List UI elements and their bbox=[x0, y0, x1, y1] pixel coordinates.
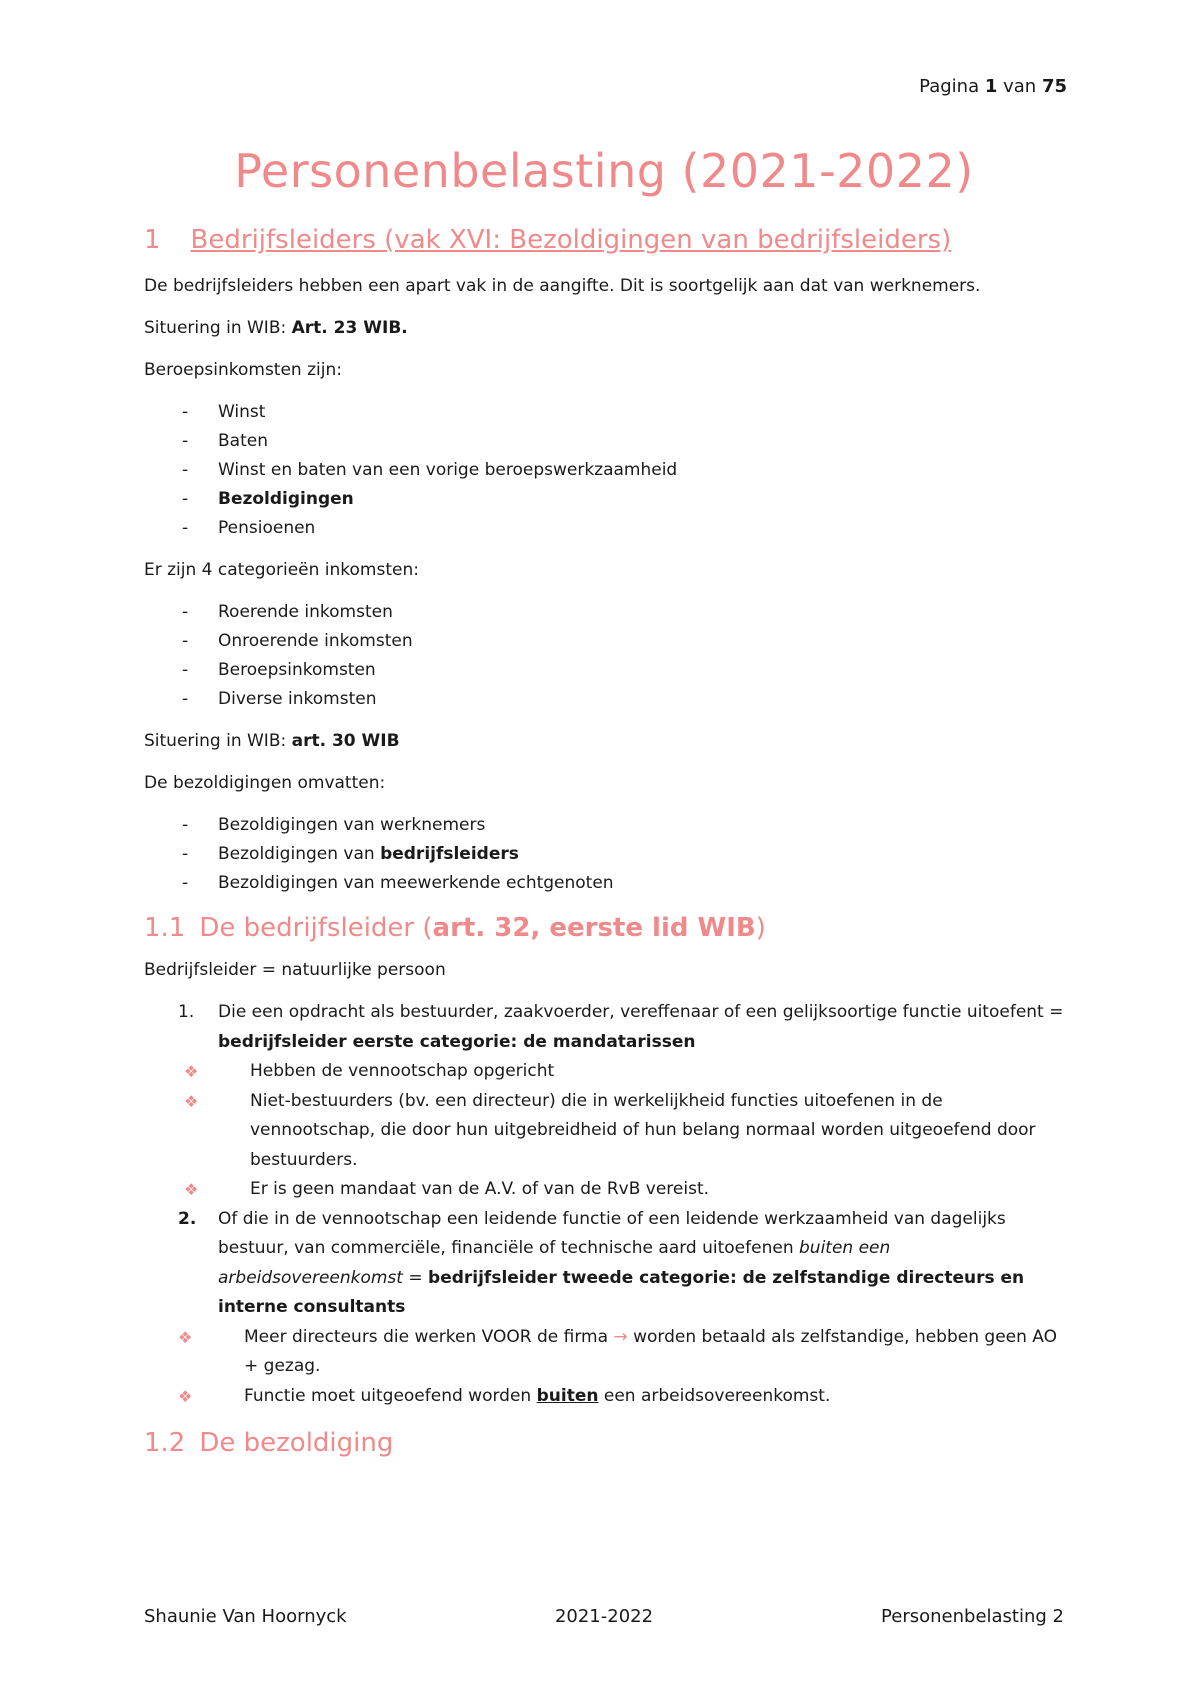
list-item: - Bezoldigingen van werknemers bbox=[182, 815, 486, 835]
categories-label: Er zijn 4 categorieën inkomsten: bbox=[144, 560, 419, 580]
bezoldigingen-list bbox=[144, 811, 1064, 898]
diamond-icon: ❖ bbox=[184, 1091, 199, 1111]
list-item: - Winst bbox=[182, 402, 266, 422]
item-2-sublist bbox=[144, 1323, 1064, 1412]
sub-list-item: ❖ Meer directeurs die werken VOOR de firma → worden betaald als zelfstandige, hebben geen AO + gezag. bbox=[144, 1323, 1064, 1382]
list-item: - Bezoldigingen bbox=[182, 489, 354, 509]
footer-course: Personenbelasting 2 bbox=[881, 1606, 1064, 1627]
beroeps-list bbox=[144, 398, 1064, 543]
categories-list bbox=[144, 598, 1064, 714]
section-1-1-heading: 1.1 De bedrijfsleider (art. 32, eerste lid WIB) bbox=[144, 913, 766, 943]
situering-2-label: Situering in WIB: bbox=[144, 731, 292, 751]
diamond-icon: ❖ bbox=[178, 1386, 193, 1406]
list-item: - Bezoldigingen van bedrijfsleiders bbox=[182, 844, 519, 864]
bedrijfsleider-definition: Bedrijfsleider = natuurlijke persoon bbox=[144, 960, 446, 980]
section-1-2-heading: 1.2 De bezoldiging bbox=[144, 1428, 394, 1458]
page-number bbox=[919, 76, 1067, 97]
situering-1-value: Art. 23 WIB. bbox=[291, 318, 408, 338]
situering-1 bbox=[144, 314, 1064, 343]
bedrijfsleider-list bbox=[144, 998, 1064, 1411]
document-body bbox=[144, 140, 1064, 1463]
sub-list-item: ❖ Functie moet uitgeoefend worden buiten een arbeidsovereenkomst. bbox=[144, 1382, 1064, 1412]
diamond-icon: ❖ bbox=[184, 1180, 199, 1199]
diamond-icon: ❖ bbox=[178, 1327, 193, 1347]
footer-year: 2021-2022 bbox=[554, 1606, 654, 1627]
section-1-heading bbox=[144, 220, 1064, 260]
sub-list-item: ❖ Hebben de vennootschap opgericht bbox=[144, 1057, 1064, 1087]
bezoldigingen-label: De bezoldigingen omvatten: bbox=[144, 773, 386, 793]
situering-2-value: art. 30 WIB bbox=[291, 731, 400, 751]
list-item: - Baten bbox=[182, 431, 268, 451]
footer-author: Shaunie Van Hoornyck bbox=[144, 1606, 347, 1627]
list-item-1: 1. Die een opdracht als bestuurder, zaakvoerder, vereffenaar of een gelijksoortige functie uitoefent = bedrijfsleider eerste categorie: de mandatarissen ❖ Hebben de vennootschap opgericht ❖ Niet-bestuurders (bv. een directeur) die in werkelijkheid functies uitoefenen in de vennootschap, die door hun uitgebreidheid of hun belang normaal worden uitgeoefend door bestuurders. ❖ Er is geen mandaat van de A.V. of van de RvB vereist. bbox=[144, 998, 1064, 1205]
section-1-1-number: 1.1 bbox=[144, 913, 186, 943]
list-item: - Pensioenen bbox=[182, 518, 316, 538]
list-item: - Beroepsinkomsten bbox=[182, 660, 376, 680]
page-current: 1 bbox=[984, 76, 998, 97]
page-of: van bbox=[1003, 76, 1037, 97]
list-item: - Bezoldigingen van meewerkende echtgenoten bbox=[182, 873, 614, 893]
sub-list-item: ❖ Er is geen mandaat van de A.V. of van de RvB vereist. bbox=[144, 1175, 1064, 1205]
list-item: - Onroerende inkomsten bbox=[182, 631, 413, 651]
list-item: - Winst en baten van een vorige beroepswerkzaamheid bbox=[182, 460, 678, 480]
diamond-icon: ❖ bbox=[184, 1062, 199, 1081]
list-item: - Diverse inkomsten bbox=[182, 689, 377, 709]
section-1-title: Bedrijfsleiders (vak XVI: Bezoldigingen van bedrijfsleiders) bbox=[190, 225, 952, 255]
page-label: Pagina bbox=[919, 76, 980, 97]
beroeps-label: Beroepsinkomsten zijn: bbox=[144, 360, 342, 380]
section-1-intro: De bedrijfsleiders hebben een apart vak in de aangifte. Dit is soortgelijk aan dat van werknemers. bbox=[144, 276, 981, 296]
document-title: Personenbelasting (2021-2022) bbox=[234, 144, 974, 198]
arrow-right-icon: → bbox=[613, 1326, 628, 1347]
situering-2 bbox=[144, 727, 1064, 756]
situering-1-label: Situering in WIB: bbox=[144, 318, 292, 338]
item-1-sublist bbox=[144, 1057, 1064, 1205]
page-total: 75 bbox=[1041, 76, 1067, 97]
list-item-2: 2. Of die in de vennootschap een leidende functie of een leidende werkzaamheid van dagelijks bestuur, van commerciële, financiële of technische aard uitoefenen buiten een arbeidsovereenkomst = bedrijfsleider tweede categorie: de zelfstandige directeurs en interne consultants ❖ Meer directeurs die werken VOOR de firma → worden betaald als zelfstandige, hebben geen AO + gezag. ❖ Functie moet uitgeoefend worden buiten een arbeidsovereenkomst. bbox=[144, 1205, 1064, 1412]
list-item: - Roerende inkomsten bbox=[182, 602, 393, 622]
section-1-number: 1 bbox=[144, 225, 161, 255]
sub-list-item: ❖ Niet-bestuurders (bv. een directeur) die in werkelijkheid functies uitoefenen in de vennootschap, die door hun uitgebreidheid of hun belang normaal worden uitgeoefend door bestuurders. bbox=[144, 1087, 1064, 1176]
section-1-2-number: 1.2 bbox=[144, 1428, 186, 1458]
